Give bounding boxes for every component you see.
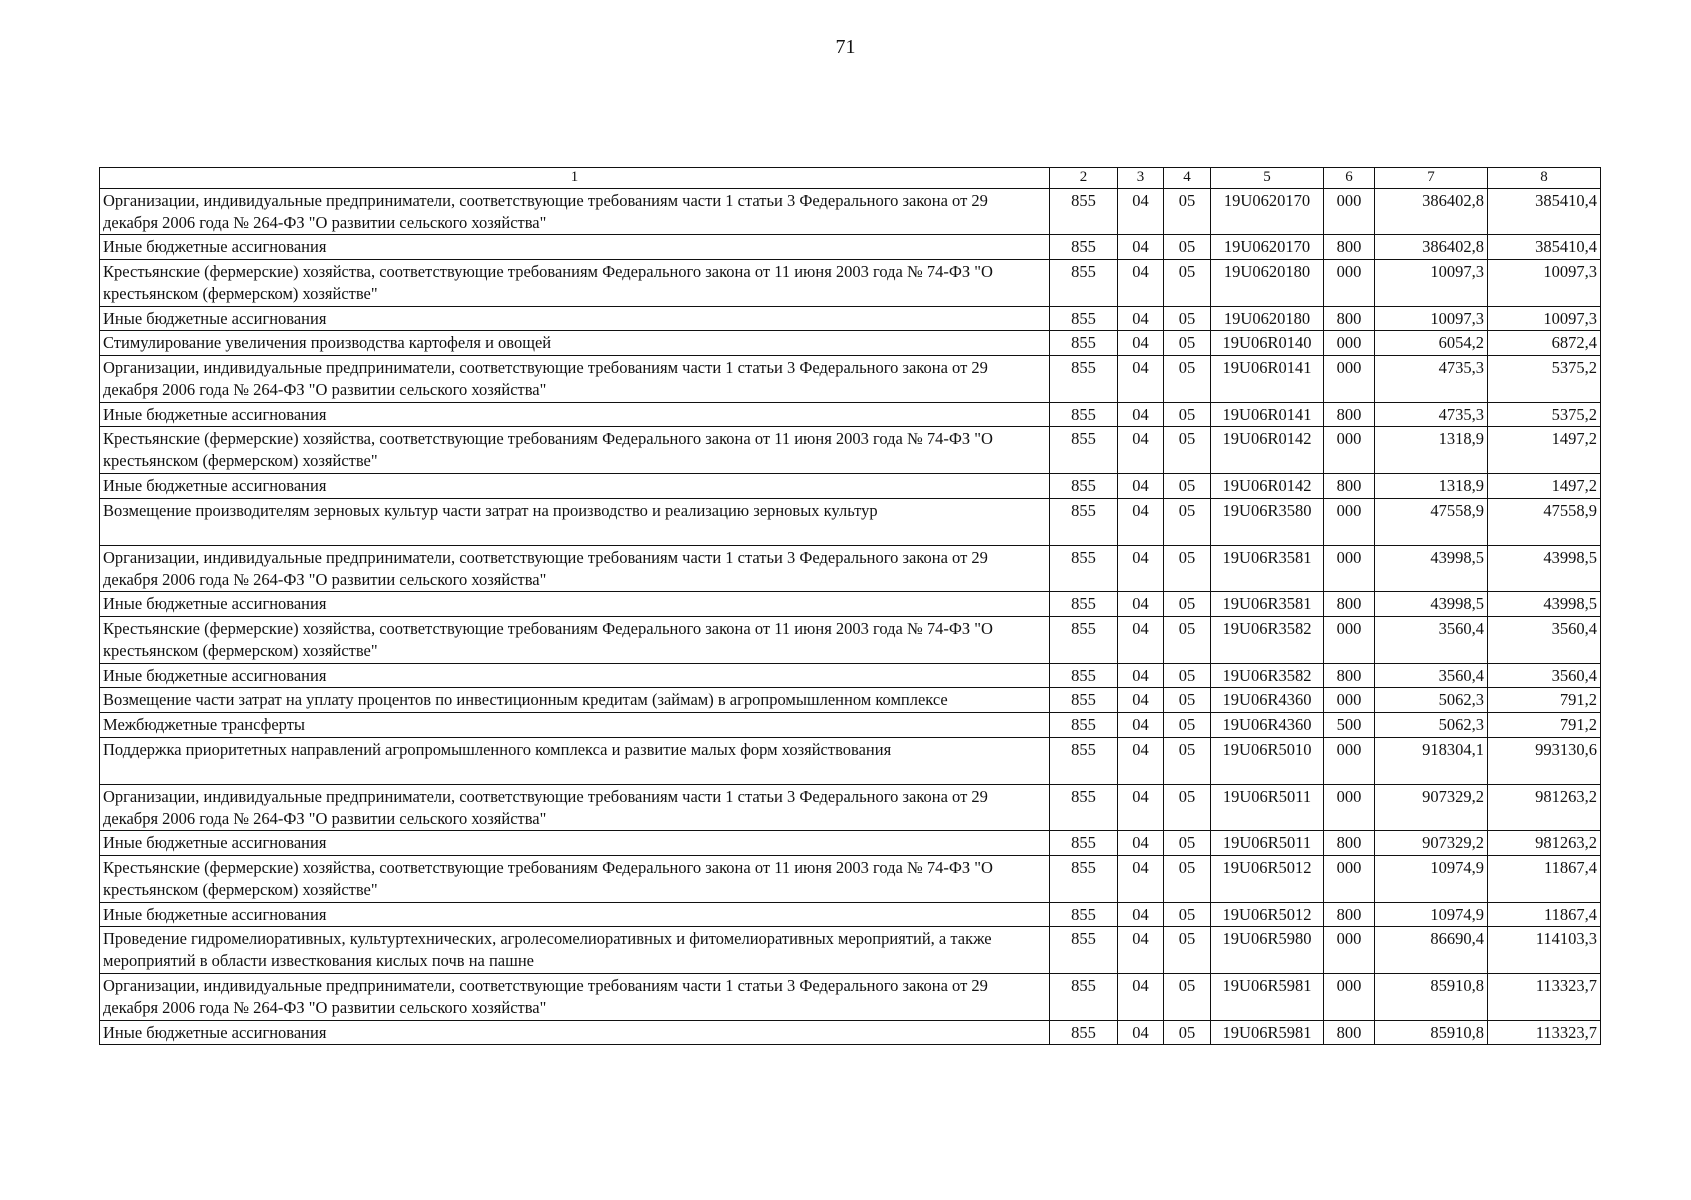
cell-section: 04 [1118,737,1164,784]
row-name: Межбюджетные трансферты [100,713,1050,738]
cell-expense-type: 000 [1324,331,1375,356]
cell-amount-year1: 1318,9 [1375,473,1488,498]
table-row [100,927,1601,974]
cell-section: 04 [1118,356,1164,403]
table-row [100,402,1601,427]
row-name: Организации, индивидуальные предприниматели, соответствующие требованиям части 1 статьи 3 Федерального закона от 29 декабря 2006 года № 264-ФЗ "О развитии сельского хозяйства" [100,188,1050,235]
cell-amount-year2: 10097,3 [1488,260,1601,307]
table-row [100,473,1601,498]
table-row [100,1020,1601,1045]
cell-amount-year2: 113323,7 [1488,974,1601,1021]
cell-expense-type: 000 [1324,356,1375,403]
cell-expense-type: 000 [1324,498,1375,545]
cell-amount-year1: 1318,9 [1375,427,1488,474]
cell-ministry-code: 855 [1050,545,1118,592]
cell-ministry-code: 855 [1050,402,1118,427]
row-name: Организации, индивидуальные предприниматели, соответствующие требованиям части 1 статьи 3 Федерального закона от 29 декабря 2006 года № 264-ФЗ "О развитии сельского хозяйства" [100,784,1050,831]
cell-target-article: 19U0620180 [1211,306,1324,331]
cell-section: 04 [1118,235,1164,260]
cell-amount-year1: 5062,3 [1375,688,1488,713]
table-body [100,188,1601,1045]
cell-amount-year1: 4735,3 [1375,356,1488,403]
cell-target-article: 19U06R4360 [1211,688,1324,713]
row-name: Иные бюджетные ассигнования [100,902,1050,927]
cell-ministry-code: 855 [1050,235,1118,260]
cell-subsection: 05 [1164,713,1211,738]
cell-target-article: 19U06R5011 [1211,831,1324,856]
table-row [100,331,1601,356]
cell-section: 04 [1118,545,1164,592]
cell-expense-type: 000 [1324,927,1375,974]
cell-ministry-code: 855 [1050,331,1118,356]
cell-ministry-code: 855 [1050,831,1118,856]
cell-ministry-code: 855 [1050,306,1118,331]
cell-subsection: 05 [1164,427,1211,474]
cell-ministry-code: 855 [1050,473,1118,498]
cell-amount-year2: 113323,7 [1488,1020,1601,1045]
cell-amount-year1: 85910,8 [1375,1020,1488,1045]
cell-amount-year2: 114103,3 [1488,927,1601,974]
cell-amount-year1: 3560,4 [1375,617,1488,664]
cell-ministry-code: 855 [1050,927,1118,974]
table-row [100,498,1601,545]
cell-subsection: 05 [1164,902,1211,927]
cell-section: 04 [1118,473,1164,498]
cell-target-article: 19U0620180 [1211,260,1324,307]
cell-ministry-code: 855 [1050,902,1118,927]
cell-expense-type: 000 [1324,688,1375,713]
header-cell: 8 [1488,168,1601,189]
cell-target-article: 19U06R5011 [1211,784,1324,831]
row-name: Иные бюджетные ассигнования [100,592,1050,617]
cell-amount-year2: 981263,2 [1488,784,1601,831]
cell-target-article: 19U06R5012 [1211,902,1324,927]
cell-section: 04 [1118,856,1164,903]
table-row [100,356,1601,403]
row-name: Крестьянские (фермерские) хозяйства, соответствующие требованиям Федерального закона от 11 июня 2003 года № 74-ФЗ "О крестьянском (фермерском) хозяйстве" [100,260,1050,307]
cell-subsection: 05 [1164,974,1211,1021]
cell-expense-type: 800 [1324,902,1375,927]
row-name: Иные бюджетные ассигнования [100,1020,1050,1045]
cell-ministry-code: 855 [1050,737,1118,784]
cell-section: 04 [1118,713,1164,738]
table-row [100,592,1601,617]
row-name: Крестьянские (фермерские) хозяйства, соответствующие требованиям Федерального закона от 11 июня 2003 года № 74-ФЗ "О крестьянском (фермерском) хозяйстве" [100,856,1050,903]
cell-subsection: 05 [1164,617,1211,664]
cell-amount-year2: 5375,2 [1488,356,1601,403]
cell-ministry-code: 855 [1050,784,1118,831]
cell-subsection: 05 [1164,473,1211,498]
cell-expense-type: 500 [1324,713,1375,738]
cell-amount-year1: 43998,5 [1375,592,1488,617]
row-name: Организации, индивидуальные предприниматели, соответствующие требованиям части 1 статьи 3 Федерального закона от 29 декабря 2006 года № 264-ФЗ "О развитии сельского хозяйства" [100,545,1050,592]
cell-expense-type: 000 [1324,545,1375,592]
cell-section: 04 [1118,260,1164,307]
cell-subsection: 05 [1164,235,1211,260]
cell-amount-year2: 47558,9 [1488,498,1601,545]
cell-target-article: 19U06R0142 [1211,427,1324,474]
row-name: Иные бюджетные ассигнования [100,402,1050,427]
cell-ministry-code: 855 [1050,974,1118,1021]
cell-subsection: 05 [1164,260,1211,307]
header-cell: 4 [1164,168,1211,189]
row-name: Иные бюджетные ассигнования [100,473,1050,498]
cell-section: 04 [1118,188,1164,235]
cell-subsection: 05 [1164,663,1211,688]
cell-amount-year1: 47558,9 [1375,498,1488,545]
cell-amount-year1: 386402,8 [1375,188,1488,235]
table-row [100,713,1601,738]
header-cell: 3 [1118,168,1164,189]
cell-expense-type: 800 [1324,306,1375,331]
cell-expense-type: 800 [1324,402,1375,427]
row-name: Иные бюджетные ассигнования [100,831,1050,856]
cell-amount-year1: 43998,5 [1375,545,1488,592]
cell-subsection: 05 [1164,402,1211,427]
cell-subsection: 05 [1164,688,1211,713]
cell-amount-year1: 10097,3 [1375,306,1488,331]
cell-amount-year1: 3560,4 [1375,663,1488,688]
cell-expense-type: 000 [1324,260,1375,307]
cell-amount-year2: 3560,4 [1488,663,1601,688]
row-name: Проведение гидромелиоративных, культуртехнических, агролесомелиоративных и фитомелиоративных мероприятий, а также мероприятий в области известкования кислых почв на пашне [100,927,1050,974]
cell-expense-type: 000 [1324,188,1375,235]
cell-amount-year1: 10974,9 [1375,902,1488,927]
cell-subsection: 05 [1164,545,1211,592]
header-row [100,168,1601,189]
cell-amount-year2: 11867,4 [1488,856,1601,903]
cell-ministry-code: 855 [1050,427,1118,474]
cell-amount-year1: 918304,1 [1375,737,1488,784]
cell-ministry-code: 855 [1050,617,1118,664]
cell-amount-year1: 386402,8 [1375,235,1488,260]
cell-ministry-code: 855 [1050,188,1118,235]
header-cell: 1 [100,168,1050,189]
cell-subsection: 05 [1164,856,1211,903]
table-row [100,427,1601,474]
cell-amount-year2: 981263,2 [1488,831,1601,856]
cell-amount-year2: 43998,5 [1488,592,1601,617]
cell-section: 04 [1118,592,1164,617]
table-row [100,188,1601,235]
cell-amount-year1: 907329,2 [1375,784,1488,831]
table-row [100,663,1601,688]
row-name: Иные бюджетные ассигнования [100,306,1050,331]
cell-target-article: 19U06R0141 [1211,356,1324,403]
header-cell: 2 [1050,168,1118,189]
cell-target-article: 19U06R3582 [1211,617,1324,664]
table-row [100,856,1601,903]
cell-amount-year2: 993130,6 [1488,737,1601,784]
table-row [100,902,1601,927]
row-name: Организации, индивидуальные предприниматели, соответствующие требованиям части 1 статьи 3 Федерального закона от 29 декабря 2006 года № 264-ФЗ "О развитии сельского хозяйства" [100,974,1050,1021]
row-name: Крестьянские (фермерские) хозяйства, соответствующие требованиям Федерального закона от 11 июня 2003 года № 74-ФЗ "О крестьянском (фермерском) хозяйстве" [100,427,1050,474]
row-name: Организации, индивидуальные предприниматели, соответствующие требованиям части 1 статьи 3 Федерального закона от 29 декабря 2006 года № 264-ФЗ "О развитии сельского хозяйства" [100,356,1050,403]
header-cell: 5 [1211,168,1324,189]
cell-section: 04 [1118,902,1164,927]
row-name: Иные бюджетные ассигнования [100,235,1050,260]
cell-section: 04 [1118,663,1164,688]
cell-amount-year1: 4735,3 [1375,402,1488,427]
cell-target-article: 19U06R5010 [1211,737,1324,784]
row-name: Иные бюджетные ассигнования [100,663,1050,688]
header-cell: 6 [1324,168,1375,189]
cell-section: 04 [1118,617,1164,664]
cell-amount-year2: 6872,4 [1488,331,1601,356]
cell-subsection: 05 [1164,356,1211,403]
cell-target-article: 19U06R3582 [1211,663,1324,688]
cell-subsection: 05 [1164,306,1211,331]
table-row [100,784,1601,831]
cell-section: 04 [1118,498,1164,545]
cell-target-article: 19U06R4360 [1211,713,1324,738]
cell-target-article: 19U06R5012 [1211,856,1324,903]
cell-amount-year1: 6054,2 [1375,331,1488,356]
cell-section: 04 [1118,1020,1164,1045]
cell-amount-year2: 1497,2 [1488,473,1601,498]
table-row [100,974,1601,1021]
cell-amount-year2: 385410,4 [1488,235,1601,260]
cell-amount-year1: 907329,2 [1375,831,1488,856]
cell-target-article: 19U06R3580 [1211,498,1324,545]
cell-subsection: 05 [1164,784,1211,831]
cell-expense-type: 800 [1324,831,1375,856]
cell-subsection: 05 [1164,498,1211,545]
cell-section: 04 [1118,306,1164,331]
cell-amount-year1: 85910,8 [1375,974,1488,1021]
cell-amount-year2: 1497,2 [1488,427,1601,474]
cell-subsection: 05 [1164,737,1211,784]
cell-amount-year2: 10097,3 [1488,306,1601,331]
budget-table [99,167,1601,1045]
cell-expense-type: 800 [1324,235,1375,260]
table-row [100,688,1601,713]
table-row [100,545,1601,592]
table-row [100,831,1601,856]
cell-expense-type: 000 [1324,737,1375,784]
cell-target-article: 19U06R3581 [1211,592,1324,617]
cell-expense-type: 800 [1324,592,1375,617]
table-row [100,260,1601,307]
cell-ministry-code: 855 [1050,663,1118,688]
cell-subsection: 05 [1164,331,1211,356]
cell-amount-year2: 385410,4 [1488,188,1601,235]
cell-amount-year2: 11867,4 [1488,902,1601,927]
cell-ministry-code: 855 [1050,498,1118,545]
row-name: Стимулирование увеличения производства картофеля и овощей [100,331,1050,356]
cell-ministry-code: 855 [1050,713,1118,738]
cell-section: 04 [1118,831,1164,856]
cell-subsection: 05 [1164,1020,1211,1045]
cell-amount-year2: 791,2 [1488,688,1601,713]
cell-amount-year2: 43998,5 [1488,545,1601,592]
cell-expense-type: 000 [1324,617,1375,664]
cell-section: 04 [1118,402,1164,427]
cell-expense-type: 000 [1324,427,1375,474]
cell-section: 04 [1118,427,1164,474]
cell-target-article: 19U06R5981 [1211,1020,1324,1045]
cell-ministry-code: 855 [1050,260,1118,307]
cell-expense-type: 000 [1324,784,1375,831]
cell-ministry-code: 855 [1050,356,1118,403]
table-row [100,235,1601,260]
cell-expense-type: 000 [1324,856,1375,903]
cell-expense-type: 000 [1324,974,1375,1021]
header-cell: 7 [1375,168,1488,189]
table-row [100,306,1601,331]
cell-ministry-code: 855 [1050,856,1118,903]
cell-amount-year2: 791,2 [1488,713,1601,738]
cell-section: 04 [1118,688,1164,713]
cell-expense-type: 800 [1324,473,1375,498]
page-number: 71 [835,36,856,58]
cell-target-article: 19U0620170 [1211,235,1324,260]
cell-section: 04 [1118,784,1164,831]
row-name: Крестьянские (фермерские) хозяйства, соответствующие требованиям Федерального закона от 11 июня 2003 года № 74-ФЗ "О крестьянском (фермерском) хозяйстве" [100,617,1050,664]
cell-amount-year1: 86690,4 [1375,927,1488,974]
row-name: Возмещение части затрат на уплату процентов по инвестиционным кредитам (займам) в агропромышленном комплексе [100,688,1050,713]
cell-target-article: 19U06R0140 [1211,331,1324,356]
table-row [100,617,1601,664]
cell-subsection: 05 [1164,831,1211,856]
table-row [100,737,1601,784]
cell-section: 04 [1118,974,1164,1021]
cell-subsection: 05 [1164,188,1211,235]
cell-expense-type: 800 [1324,663,1375,688]
cell-amount-year2: 3560,4 [1488,617,1601,664]
cell-section: 04 [1118,331,1164,356]
cell-amount-year1: 10097,3 [1375,260,1488,307]
cell-amount-year1: 10974,9 [1375,856,1488,903]
cell-target-article: 19U06R0141 [1211,402,1324,427]
cell-amount-year1: 5062,3 [1375,713,1488,738]
cell-ministry-code: 855 [1050,592,1118,617]
cell-target-article: 19U06R5980 [1211,927,1324,974]
cell-expense-type: 800 [1324,1020,1375,1045]
cell-target-article: 19U06R3581 [1211,545,1324,592]
cell-section: 04 [1118,927,1164,974]
row-name: Возмещение производителям зерновых культур части затрат на производство и реализацию зерновых культур [100,498,1050,545]
cell-subsection: 05 [1164,592,1211,617]
cell-ministry-code: 855 [1050,1020,1118,1045]
cell-target-article: 19U06R0142 [1211,473,1324,498]
row-name: Поддержка приоритетных направлений агропромышленного комплекса и развитие малых форм хозяйствования [100,737,1050,784]
cell-subsection: 05 [1164,927,1211,974]
cell-target-article: 19U06R5981 [1211,974,1324,1021]
cell-amount-year2: 5375,2 [1488,402,1601,427]
cell-ministry-code: 855 [1050,688,1118,713]
cell-target-article: 19U0620170 [1211,188,1324,235]
